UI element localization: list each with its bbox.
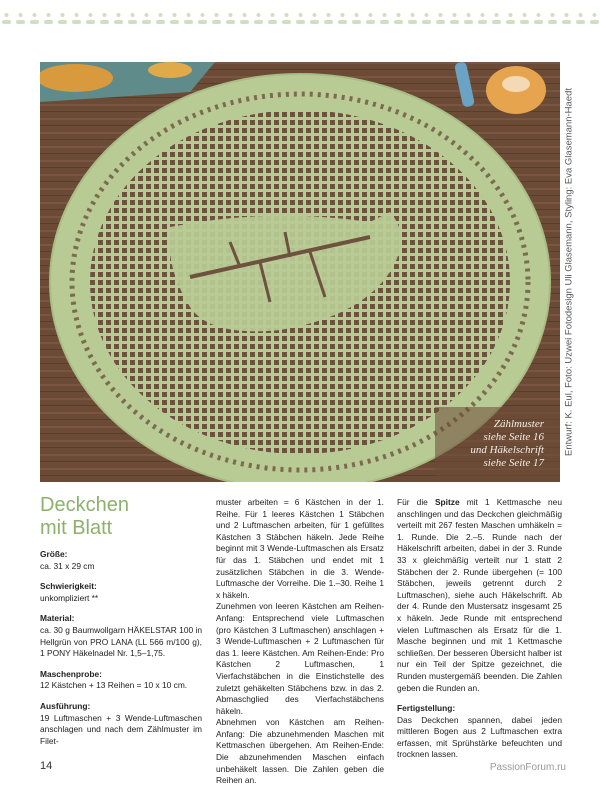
border-dot xyxy=(173,13,177,17)
border-dot xyxy=(565,13,569,17)
article-title-line: Deckchen xyxy=(40,494,129,516)
finish-text: Das Deckchen spannen, dabei jeden mittleren Bogen aus 2 Luftmaschen extra erfassen, mit Sprühstärke befeuchten und trocknen lassen. xyxy=(397,714,562,760)
border-dash xyxy=(44,20,53,24)
gauge-label: Maschenprobe: xyxy=(40,668,102,679)
border-dot xyxy=(523,13,527,17)
border-dash xyxy=(184,20,193,24)
caption-line: siehe Seite 17 xyxy=(483,457,544,469)
border-dash xyxy=(352,20,361,24)
border-dot xyxy=(467,13,471,17)
border-dash xyxy=(128,20,137,24)
border-dash xyxy=(394,20,403,24)
border-dot xyxy=(299,13,303,17)
page-number: 14 xyxy=(40,760,53,772)
border-dash xyxy=(72,20,81,24)
border-dash xyxy=(366,20,375,24)
caption-line: und Häkelschrift xyxy=(470,444,544,456)
border-dash xyxy=(240,20,249,24)
border-dash xyxy=(408,20,417,24)
border-dash xyxy=(142,20,151,24)
gauge-text: 12 Kästchen + 13 Reihen = 10 x 10 cm. xyxy=(40,680,188,691)
border-dash xyxy=(254,20,263,24)
watermark: PassionForum.ru xyxy=(489,762,566,773)
photo-credit xyxy=(562,62,576,482)
border-dot xyxy=(593,13,597,17)
border-dot xyxy=(369,13,373,17)
border-dash xyxy=(282,20,291,24)
border-dash xyxy=(450,20,459,24)
border-dash xyxy=(548,20,557,24)
edging-post: mit 1 Kettmasche neu anschlingen und das Deckchen gleichmäßig verteilt mit 267 festen Maschen umhäkeln = 1. Runde. Die 2.–5. Runde nach der Häkelschrift arbeiten, dabei in der 3. Runde 33 x gleichmäßig verteilt nur 1 statt 2 Stäbchen der 2. Runde übergehen (= 100 Stäbchen, jeweils getrennt durch 2 Luftmaschen), siehe auch Häkelschrift. Ab der 4. Runde den Mustersatz insgesamt 25 x häkeln. Jede Runde mit entsprechend vielen Luftmaschen als Ersatz für die 1. Masche beginnen und mit 1 Kettmasche schließen. Der besseren Übersicht halber ist nur ein Teil der Spitze gezeichnet, die Runden mustergemäß beenden. Die Zahlen geben die Runden an. xyxy=(397,497,562,693)
border-dot xyxy=(341,13,345,17)
execution-text: 19 Luftmaschen + 3 Wende-Luftmaschen anschlagen und nach dem Zählmuster im Filet- xyxy=(40,712,202,746)
photo-credit-text: Entwurf: K. Eul, Foto: Uzwei Fotodesign Uli Glasemann, Styling: Eva Glasemann-Haedt xyxy=(563,87,575,457)
border-dot xyxy=(383,13,387,17)
border-dash xyxy=(464,20,473,24)
border-dot xyxy=(551,13,555,17)
instructions-paragraph: muster arbeiten = 6 Kästchen in der 1. Reihe. Für 1 leeres Kästchen 1 Stäbchen und 2 Luftmaschen arbeiten, für 1 gefülltes Kästchen 3 Stäbchen häkeln. Jede Reihe beginnt mit 3 Wende-Luftmaschen als Ersatz für das 1. Stäbchen und endet mit 1 zusätzlichen Stäbchen in die 3. Wende-Luftmasche der Vorreihe. Die 1.–30. Reihe 1 x häkeln. xyxy=(216,497,384,600)
border-dash xyxy=(30,20,39,24)
border-dot xyxy=(61,13,65,17)
border-dash xyxy=(198,20,207,24)
article-title xyxy=(40,494,202,540)
material-label: Material: xyxy=(40,613,75,624)
border-dash xyxy=(562,20,571,24)
border-dash xyxy=(506,20,515,24)
border-dot xyxy=(285,13,289,17)
border-dot xyxy=(201,13,205,17)
border-dash xyxy=(310,20,319,24)
border-dash xyxy=(58,20,67,24)
execution-label: Ausführung: xyxy=(40,700,91,711)
border-dash xyxy=(114,20,123,24)
article-title-line: mit Blatt xyxy=(40,517,113,539)
border-dot xyxy=(509,13,513,17)
execution-section xyxy=(40,701,202,747)
edging-bold: Spitze xyxy=(434,497,460,507)
border-dot xyxy=(187,13,191,17)
material-section xyxy=(40,613,202,659)
border-dash xyxy=(338,20,347,24)
border-dot xyxy=(495,13,499,17)
border-dot xyxy=(89,13,93,17)
border-dash xyxy=(520,20,529,24)
border-dot xyxy=(313,13,317,17)
doily-photo xyxy=(40,62,560,482)
border-dot xyxy=(229,13,233,17)
border-dash xyxy=(2,20,11,24)
difficulty-section xyxy=(40,581,202,604)
border-dot xyxy=(131,13,135,17)
border-dot xyxy=(271,13,275,17)
border-dot xyxy=(159,13,163,17)
border-dot xyxy=(5,13,9,17)
border-dash xyxy=(436,20,445,24)
border-dash xyxy=(576,20,585,24)
edging-pre: Für die xyxy=(397,497,435,507)
difficulty-text: unkompliziert ** xyxy=(40,592,99,603)
border-dot xyxy=(425,13,429,17)
border-dash xyxy=(212,20,221,24)
border-dot xyxy=(397,13,401,17)
column-3 xyxy=(397,497,562,761)
border-dot xyxy=(355,13,359,17)
border-dash xyxy=(226,20,235,24)
decorative-border xyxy=(0,0,600,30)
border-dot xyxy=(439,13,443,17)
border-dash xyxy=(170,20,179,24)
border-dot xyxy=(145,13,149,17)
border-dot xyxy=(33,13,37,17)
column-2 xyxy=(216,497,384,787)
gauge-section xyxy=(40,669,202,692)
border-dash xyxy=(16,20,25,24)
photo-caption xyxy=(432,418,544,470)
edging-paragraph xyxy=(397,497,562,694)
finish-label: Fertigstellung: xyxy=(397,703,456,714)
border-dash xyxy=(380,20,389,24)
border-dot xyxy=(215,13,219,17)
border-dash xyxy=(86,20,95,24)
border-dot xyxy=(453,13,457,17)
material-text: ca. 30 g Baumwollgarn HÄKELSTAR 100 in Hellgrün von PRO LANA (LL 566 m/100 g), 1 PONY Häkelnadel Nr. 1,5–1,75. xyxy=(40,624,202,659)
border-dash xyxy=(156,20,165,24)
border-dash xyxy=(268,20,277,24)
border-dot xyxy=(103,13,107,17)
caption-line: Zählmuster xyxy=(493,418,544,430)
border-dash xyxy=(324,20,333,24)
caption-line: siehe Seite 16 xyxy=(483,431,544,443)
border-dot xyxy=(327,13,331,17)
border-dot xyxy=(579,13,583,17)
border-dot xyxy=(19,13,23,17)
border-dash xyxy=(100,20,109,24)
border-dot xyxy=(481,13,485,17)
size-text: ca. 31 x 29 cm xyxy=(40,560,95,571)
increase-paragraph: Zunehmen von leeren Kästchen am Reihen-Anfang: Entsprechend viele Luftmaschen (pro Kästchen 3 Luftmaschen) anschlagen + 3 Wende-Luftmaschen + 2 Luftmaschen für das 1. leere Kästchen. Am Reihen-Ende: Pro Kästchen 2 Luftmaschen, 1 Vierfachstäbchen in die Einstichstelle des zuletzt gehäkelten Stäbchens bzw. in das 2. Abmaschglied des Vierfachstäbchens häkeln. xyxy=(216,601,384,716)
size-label: Größe: xyxy=(40,549,68,559)
border-dash xyxy=(492,20,501,24)
border-dot xyxy=(47,13,51,17)
border-dot xyxy=(257,13,261,17)
size-section xyxy=(40,549,202,572)
column-1 xyxy=(40,494,202,756)
border-dash xyxy=(534,20,543,24)
decrease-paragraph: Abnehmen von Kästchen am Reihen-Anfang: Die abzunehmenden Maschen mit Kettmaschen übergehen. Am Reihen-Ende: Die abzunehmenden Maschen einfach unbehäkelt lassen. Die Zahlen geben die Reihen an. xyxy=(216,717,384,786)
border-dot xyxy=(117,13,121,17)
border-dot xyxy=(243,13,247,17)
border-dash xyxy=(296,20,305,24)
border-dash xyxy=(478,20,487,24)
difficulty-label: Schwierigkeit: xyxy=(40,581,97,592)
border-dot xyxy=(411,13,415,17)
border-dash xyxy=(590,20,599,24)
border-dash xyxy=(422,20,431,24)
border-dot xyxy=(75,13,79,17)
border-dot xyxy=(537,13,541,17)
